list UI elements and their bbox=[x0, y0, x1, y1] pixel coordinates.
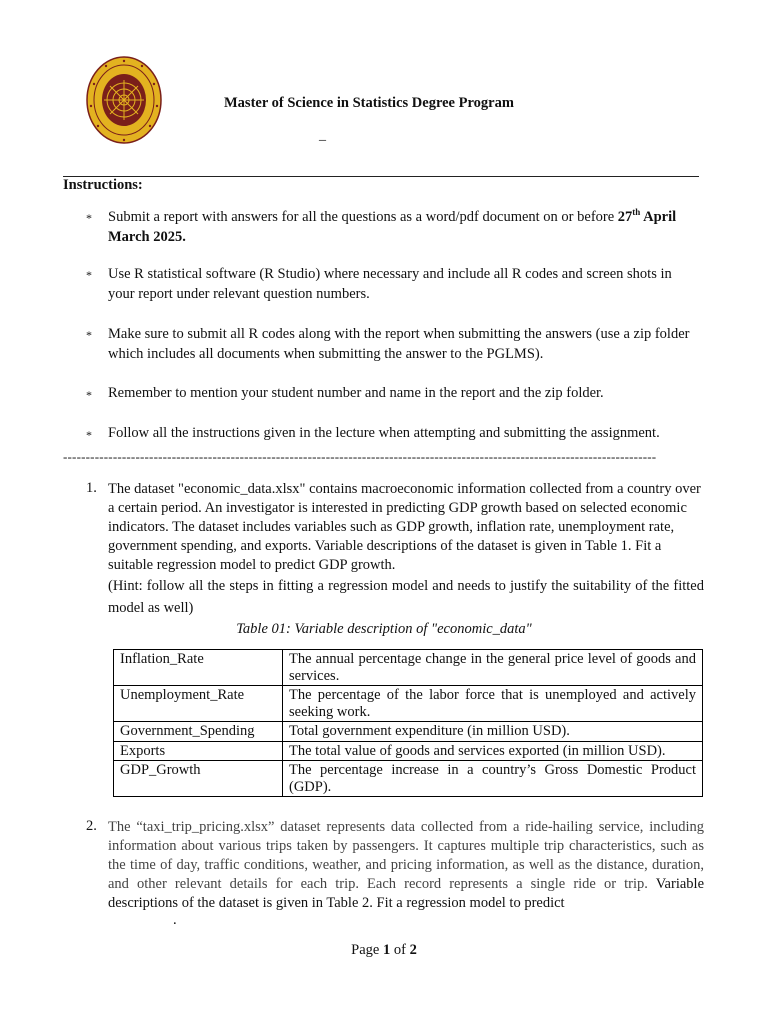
variable-name-cell: Government_Spending bbox=[114, 722, 283, 742]
instruction-item-1: Submit a report with answers for all the questions as a word/pdf document on or before 27th April March 2025. bbox=[108, 207, 677, 245]
question-1-text: The dataset "economic_data.xlsx" contains macroeconomic information collected from a country over a certain period. An investigator is interested in predicting GDP growth based on selected economic indicators. The dataset includes variables such as GDP growth, inflation rate, unemployment rate, government spending, and exports. Variable descriptions of the dataset is given in Table 1. Fit a suitable regression model to predict GDP growth. bbox=[108, 481, 701, 573]
variable-description-cell: The annual percentage change in the general price level of goods and services. bbox=[283, 650, 703, 686]
table-1-caption: Table 01: Variable description of "economic_data" bbox=[236, 621, 532, 637]
question-1-number: 1. bbox=[86, 480, 97, 496]
question-1-hint: (Hint: follow all the steps in fitting a regression model and needs to justify the suitability of the fitted model as well) bbox=[108, 578, 704, 616]
trailing-period: . bbox=[173, 912, 177, 928]
bullet-1-icon: * bbox=[86, 211, 92, 225]
instruction-item-5: Follow all the instructions given in the lecture when attempting and submitting the assignment. bbox=[108, 425, 660, 441]
question-2-number: 2. bbox=[86, 818, 97, 834]
document-title: Master of Science in Statistics Degree Program bbox=[224, 95, 514, 111]
variable-description-cell: The percentage increase in a country’s Gross Domestic Product (GDP). bbox=[283, 761, 703, 797]
bullet-3-icon: * bbox=[86, 328, 92, 342]
variable-description-cell: Total government expenditure (in million USD). bbox=[283, 722, 703, 742]
variable-description-cell: The percentage of the labor force that is unemployed and actively seeking work. bbox=[283, 686, 703, 722]
variable-name-cell: Exports bbox=[114, 741, 283, 761]
bullet-4-icon: * bbox=[86, 388, 92, 402]
table-row bbox=[114, 761, 703, 797]
question-2-text: The “taxi_trip_pricing.xlsx” dataset represents data collected from a ride-hailing service, including information about various trips taken by passengers. It captures multiple trip characteristics, such as the time of day, traffic conditions, weather, and pricing information, as well as the distance, duration, and other relevant details for each trip. Each record represents a single ride or trip. Variable descriptions of the dataset is given in Table 2. Fit a regression model to predict bbox=[108, 819, 705, 911]
bullet-5-icon: * bbox=[86, 428, 92, 442]
table-row bbox=[114, 650, 703, 686]
table-row bbox=[114, 686, 703, 722]
table-row bbox=[114, 722, 703, 742]
variable-name-cell: Unemployment_Rate bbox=[114, 686, 283, 722]
instruction-item-4: Remember to mention your student number and name in the report and the zip folder. bbox=[108, 385, 604, 401]
instruction-item-2: Use R statistical software (R Studio) where necessary and include all R codes and screen shots in your report under relevant question numbers. bbox=[108, 266, 672, 302]
variable-description-cell: The total value of goods and services exported (in million USD). bbox=[283, 741, 703, 761]
header-rule bbox=[63, 176, 699, 177]
bullet-2-icon: * bbox=[86, 268, 92, 282]
instruction-item-3: Make sure to submit all R codes along with the report when submitting the answers (use a zip folder which includes all documents when submitting the answer to the PGLMS). bbox=[108, 326, 690, 362]
variable-name-cell: GDP_Growth bbox=[114, 761, 283, 797]
variable-name-cell: Inflation_Rate bbox=[114, 650, 283, 686]
university-seal-logo bbox=[86, 56, 162, 144]
page-footer: Page 1 of 2 bbox=[351, 942, 417, 958]
subtitle-mark: _ bbox=[319, 128, 326, 143]
variable-description-table bbox=[113, 649, 703, 797]
dashed-separator: ----------------------------------------------------------------------------------------------------------------------------------- bbox=[63, 449, 657, 464]
table-row bbox=[114, 741, 703, 761]
instructions-heading: Instructions: bbox=[63, 177, 143, 193]
